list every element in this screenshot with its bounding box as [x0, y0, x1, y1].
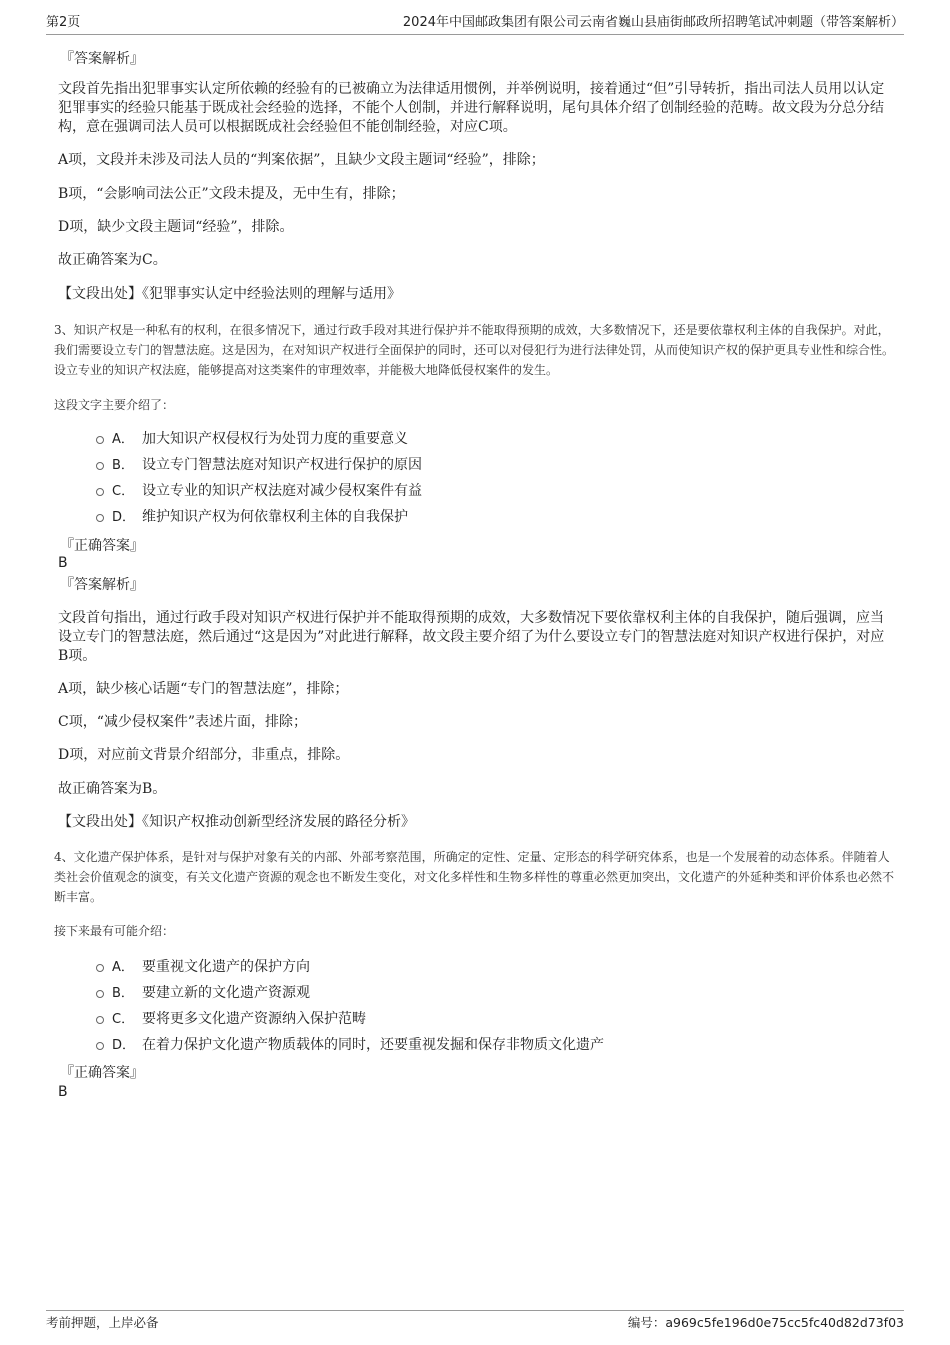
- radio-icon[interactable]: [96, 964, 104, 972]
- radio-icon[interactable]: [96, 1042, 104, 1050]
- q3-analysis: 文段首句指出，通过行政手段对知识产权进行保护并不能取得预期的成效，大多数情况下要依靠权利主体的自我保护，随后强调，应当设立专门的智慧法庭，然后通过“这是因为”对此进行解释，故文段主要介绍了为什么要设立专门的智慧法庭对知识产权进行保护，对应B项。: [58, 610, 885, 664]
- q4-answer: B: [58, 1084, 68, 1100]
- q2-note-d: D项，缺少文段主题词“经验”，排除。: [58, 219, 294, 235]
- document-title: 2024年中国邮政集团有限公司云南省巍山县庙街邮政所招聘笔试冲刺题（带答案解析）: [402, 15, 904, 30]
- radio-icon[interactable]: [96, 1016, 104, 1024]
- radio-icon[interactable]: [96, 436, 104, 444]
- document-code: 编号：a969c5fe196d0e75cc5fc40d82d73f03: [627, 1315, 904, 1330]
- footer-slogan: 考前押题，上岸必备: [46, 1315, 159, 1330]
- q4-question: 接下来最有可能介绍：: [54, 924, 175, 938]
- q2-note-a: A项，文段并未涉及司法人员的“判案依据”，且缺少文段主题词“经验”，排除；: [58, 152, 545, 168]
- q4-option-a[interactable]: A． 要重视文化遗产的保护方向: [96, 958, 310, 977]
- q4-option-c[interactable]: C． 要将更多文化遗产资源纳入保护范畴: [96, 1010, 366, 1029]
- q2-note-b: B项，“会影响司法公正”文段未提及，无中生有，排除；: [58, 186, 405, 202]
- q3-question: 这段文字主要介绍了：: [54, 398, 175, 412]
- radio-icon[interactable]: [96, 990, 104, 998]
- q3-answer: B: [58, 555, 68, 571]
- q3-source: 【文段出处】《知识产权推动创新型经济发展的路径分析》: [58, 814, 415, 830]
- radio-icon[interactable]: [96, 488, 104, 496]
- q2-analysis: 文段首先指出犯罪事实认定所依赖的经验有的已被确立为法律适用惯例，并举例说明，接着通过“但”引导转折，指出司法人员用以认定犯罪事实的经验只能基于既成社会经验的选择，不能个人创制，并进行解释说明，尾句具体介绍了创制经验的范畴。故文段为分总分结构，意在强调司法人员可以根据既成社会经验但不能创制经验，对应C项。: [58, 81, 885, 135]
- q3-answer-label: 『正确答案』: [60, 538, 144, 554]
- q4-option-b[interactable]: B． 要建立新的文化遗产资源观: [96, 984, 310, 1003]
- q4-answer-label: 『正确答案』: [60, 1065, 144, 1081]
- q2-source: 【文段出处】《犯罪事实认定中经验法则的理解与适用》: [58, 286, 401, 302]
- radio-icon[interactable]: [96, 514, 104, 522]
- q3-note-c: C项，“减少侵权案件”表述片面，排除；: [58, 714, 308, 730]
- q3-stem: 3、知识产权是一种私有的权利，在很多情况下，通过行政手段对其进行保护并不能取得预期的成效，大多数情况下，还是要依靠权利主体的自我保护。对此，我们需要设立专门的智慧法庭。这是因为，在对知识产权进行全面保护的同时，还可以对侵犯行为进行法律处罚，从而使知识产权的保护更具专业性和综合性。设立专业的知识产权法庭，能够提高对这类案件的审理效率，并能极大地降低侵权案件的发生。: [54, 323, 895, 377]
- page-footer: [46, 1310, 904, 1330]
- page-number: 第2页: [46, 15, 81, 30]
- q3-option-d[interactable]: D． 维护知识产权为何依靠权利主体的自我保护: [96, 508, 408, 527]
- q2-analysis-label: 『答案解析』: [60, 51, 144, 67]
- q3-note-a: A项，缺少核心话题“专门的智慧法庭”，排除；: [58, 681, 349, 697]
- q3-note-d: D项，对应前文背景介绍部分，非重点，排除。: [58, 747, 350, 763]
- q3-option-a[interactable]: A． 加大知识产权侵权行为处罚力度的重要意义: [96, 430, 408, 449]
- q4-option-d[interactable]: D． 在着力保护文化遗产物质载体的同时，还要重视发掘和保存非物质文化遗产: [96, 1036, 604, 1055]
- q3-option-c[interactable]: C． 设立专业的知识产权法庭对减少侵权案件有益: [96, 482, 422, 501]
- page-header: [46, 14, 904, 35]
- q4-stem: 4、文化遗产保护体系，是针对与保护对象有关的内部、外部考察范围，所确定的定性、定量、定形态的科学研究体系，也是一个发展着的动态体系。伴随着人类社会价值观念的演变，有关文化遗产资源的观念也不断发生变化，对文化多样性和生物多样性的尊重必然更加突出，文化遗产的外延种类和评价体系也必然不断丰富。: [54, 850, 895, 904]
- q2-conclusion: 故正确答案为C。: [58, 252, 167, 268]
- q3-analysis-label: 『答案解析』: [60, 577, 144, 593]
- radio-icon[interactable]: [96, 462, 104, 470]
- q3-conclusion: 故正确答案为B。: [58, 781, 167, 797]
- q3-option-b[interactable]: B． 设立专门智慧法庭对知识产权进行保护的原因: [96, 456, 422, 475]
